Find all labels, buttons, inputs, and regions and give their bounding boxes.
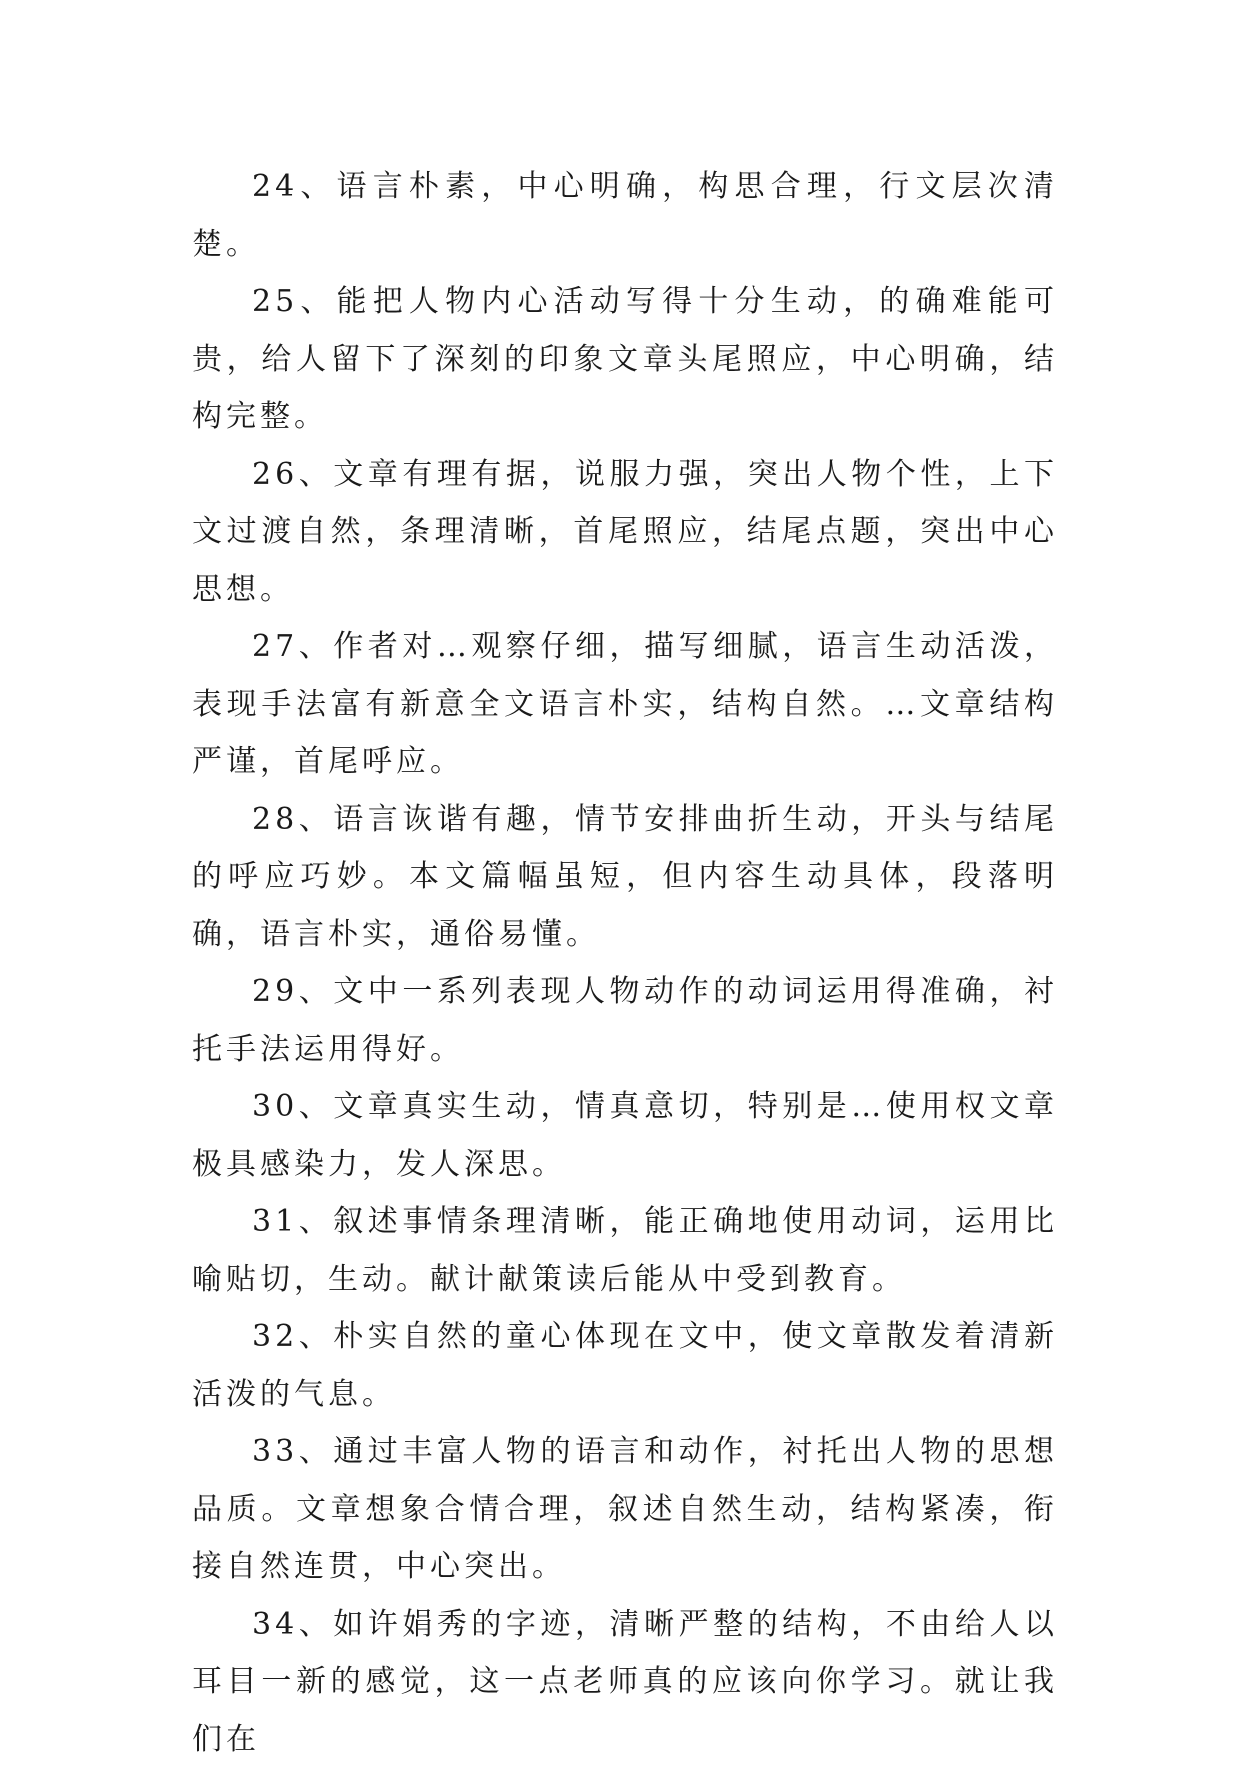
paragraph-30: 30、文章真实生动，情真意切，特别是…使用权文章极具感染力，发人深思。 xyxy=(192,1078,1058,1193)
document-body xyxy=(192,158,1058,1768)
paragraph-31: 31、叙述事情条理清晰，能正确地使用动词，运用比喻贴切，生动。献计献策读后能从中受到教育。 xyxy=(192,1193,1058,1308)
paragraph-24: 24、语言朴素，中心明确，构思合理，行文层次清楚。 xyxy=(192,158,1058,273)
paragraph-27: 27、作者对…观察仔细，描写细腻，语言生动活泼，表现手法富有新意全文语言朴实，结构自然。…文章结构严谨，首尾呼应。 xyxy=(192,618,1058,791)
paragraph-32: 32、朴实自然的童心体现在文中，使文章散发着清新活泼的气息。 xyxy=(192,1308,1058,1423)
paragraph-28: 28、语言诙谐有趣，情节安排曲折生动，开头与结尾的呼应巧妙。本文篇幅虽短，但内容生动具体，段落明确，语言朴实，通俗易懂。 xyxy=(192,791,1058,964)
paragraph-34: 34、如许娟秀的字迹，清晰严整的结构，不由给人以耳目一新的感觉，这一点老师真的应该向你学习。就让我们在 xyxy=(192,1596,1058,1768)
paragraph-29: 29、文中一系列表现人物动作的动词运用得准确，衬托手法运用得好。 xyxy=(192,963,1058,1078)
paragraph-25: 25、能把人物内心活动写得十分生动，的确难能可贵，给人留下了深刻的印象文章头尾照应，中心明确，结构完整。 xyxy=(192,273,1058,446)
paragraph-33: 33、通过丰富人物的语言和动作，衬托出人物的思想品质。文章想象合情合理，叙述自然生动，结构紧凑，衔接自然连贯，中心突出。 xyxy=(192,1423,1058,1596)
paragraph-26: 26、文章有理有据，说服力强，突出人物个性，上下文过渡自然，条理清晰，首尾照应，结尾点题，突出中心思想。 xyxy=(192,446,1058,619)
